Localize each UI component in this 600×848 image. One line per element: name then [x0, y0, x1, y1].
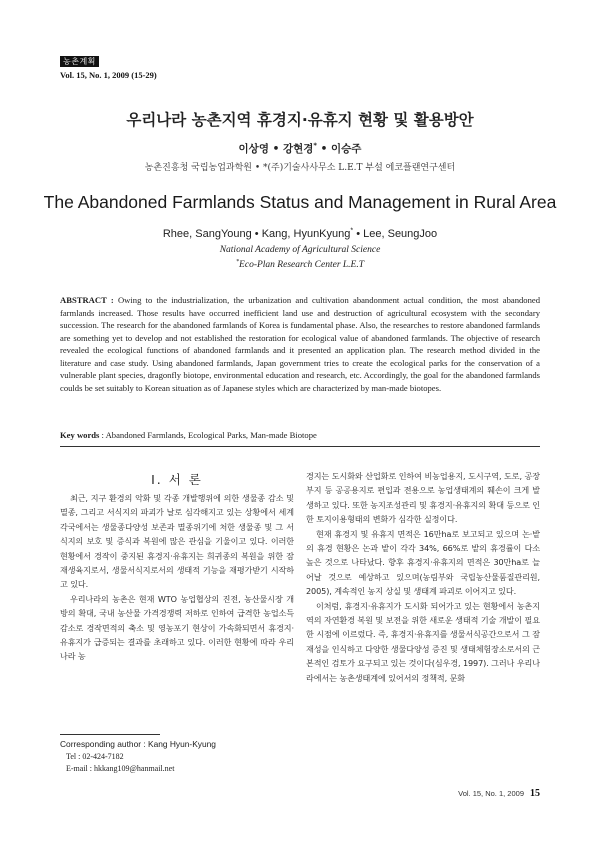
volume-line: Vol. 15, No. 1, 2009 (15-29) — [60, 70, 157, 80]
corresponding-author-footnote — [60, 738, 216, 776]
affiliation-english-2-mark: * — [235, 258, 240, 265]
affiliation-english-2-text: Eco-Plan Research Center L.E.T — [239, 260, 365, 270]
page-footer — [458, 788, 540, 799]
left-paragraph-1: 최근, 지구 환경의 악화 및 각종 개발행위에 의한 생물종 감소 및 멸종, 그리고 서식지의 파괴가 날로 심각해지고 있는 상황에서 세계 각국에서는 생물종다양성 보존과 멸종위기에 처한 생물종 및 그 서식지의 보호 및 증식과 복원에 많은 관심을 기울이고 있다. 이러한 현황에서 경작이 중지된 휴경지·유휴지는 희귀종의 복원을 위한 잠재생육지로서, 생물서식지로서의 생태적 기능을 재평가받기 시작하고 있다. — [60, 493, 294, 590]
section-heading: I. 서 론 — [151, 472, 203, 487]
authors-korean-mark: * — [313, 141, 317, 150]
footnote-tel: Tel : 02-424-7182 — [66, 751, 124, 761]
page-number: 15 — [530, 788, 540, 799]
keywords-divider — [60, 446, 540, 447]
footer-volume: Vol. 15, No. 1, 2009 — [458, 789, 524, 798]
affiliation-english-1: National Academy of Agricultural Science — [219, 245, 381, 255]
left-paragraph-2: 우리나라의 농촌은 현재 WTO 농업협상의 진전, 농산물시장 개방의 확대, 국내 농산물 가격경쟁력 저하로 인하여 급격한 농업소득 감소로 경작면적의 축소 및 영농포기 현상이 가속화되면서 휴경지·유휴지가 급증되는 결과를 초래하고 있다. 이러한 현황에 따라 우리나라 농 — [60, 593, 294, 662]
keywords-label: Key words — [60, 430, 100, 440]
authors-korean-suffix: • 이승주 — [317, 143, 362, 155]
right-paragraph-2: 현재 휴경지 및 유휴지 면적은 16만ha로 보고되고 있으며 논·밭의 휴경 현황은 논과 밭이 각각 34%, 66%로 밭의 휴경률이 다소 높은 것으로 나타났다. 향후 휴경지·유휴지의 면적은 30만ha로 늘어날 것으로 예상하고 있으며(농림부와 국립농산물품질관리원, 2005), 계속적인 농지 상실 및 생태계 파괴로 이어지고 있다. — [306, 528, 540, 597]
authors-english-prefix: Rhee, SangYoung • Kang, HyunKyung — [162, 228, 351, 240]
affiliation-korean: 농촌진흥청 국립농업과학원 • *(주)기술사사무소 L.E.T 부설 에코플랜연구센터 — [144, 163, 456, 173]
left-column — [60, 491, 294, 664]
right-paragraph-3: 이처럼, 휴경지·유휴지가 도시화 되어가고 있는 현황에서 농촌지역의 자연환경 복원 및 보전을 위한 새로운 생태적 기술 개발이 필요한 시점에 이르렀다. 즉, 휴경지·유휴지를 생물서식공간으로서 그 잠재성을 인식하고 다양한 생물다양성 증진 및 생태체험장소로서의 근본적인 검토가 요구되고 있는 것이다(심우경, 1997). 그러나 우리나라에서는 농촌생태계에 있어서의 정책적, 문화 — [306, 600, 540, 683]
right-paragraph-1: 경지는 도시화와 산업화로 인하여 비농업용지, 도시구역, 도로, 공장부지 등 공공용지로 편입과 전용으로 농업생태계의 훼손이 크게 발생하고 있다. 또한 농지조성관리 및 휴경지·유휴지의 확대 등으로 인한 토지이용형태의 변화가 심각한 실정이다. — [306, 471, 540, 525]
keywords-text: : Abandoned Farmlands, Ecological Parks, Man-made Biotope — [99, 430, 317, 440]
affiliation-english-2 — [0, 260, 600, 270]
title-english: The Abandoned Farmlands Status and Management in Rural Area — [43, 192, 557, 212]
abstract-label: ABSTRACT : — [60, 295, 114, 305]
authors-korean — [0, 141, 600, 156]
footnote-author: Corresponding author : Kang Hyun-Kyung — [60, 739, 216, 749]
authors-korean-prefix: 이상영 • 강현경 — [238, 143, 314, 155]
title-korean: 우리나라 농촌지역 휴경지·유휴지 현황 및 활용방안 — [126, 111, 474, 129]
abstract-text: Owing to the industrialization, the urbanization and cultivation abandonment actual condition, the most abandoned farmlands increased. Those results have occurred inefficient land use and destruction of agricultural ecosystem with the secondary succession. The research for the abandoned farmlands of Korea is fundamental phase. Also, the researches to restore abandoned farmlands are something yet to develop and not established the restoration for ecological value of abandoned farmlands. The objective of research revealed the ecological functions of abandoned farmlands and it presented an application plan. The research method divided in the literature and case study. Using abandoned farmlands, Japan government tries to create the ecological parks for the conservation of a vulnerable plant species, dragonfly biotope, environmental education and research, etc. Accordingly, the goal for the abandoned farmlands coulds be set suitably to Korean situation as of Japanese styles which are characterized by man-made biotopes. — [60, 295, 541, 393]
abstract — [60, 294, 540, 394]
right-column — [306, 469, 540, 685]
authors-english-suffix: • Lee, SeungJoo — [353, 228, 438, 240]
footnote-email: E-mail : hkkang109@hanmail.net — [66, 764, 175, 773]
journal-badge: 농촌계획 — [60, 56, 99, 67]
footnote-divider — [60, 734, 160, 735]
keywords — [60, 430, 540, 440]
authors-english-mark: * — [350, 226, 354, 235]
authors-english — [0, 228, 600, 240]
